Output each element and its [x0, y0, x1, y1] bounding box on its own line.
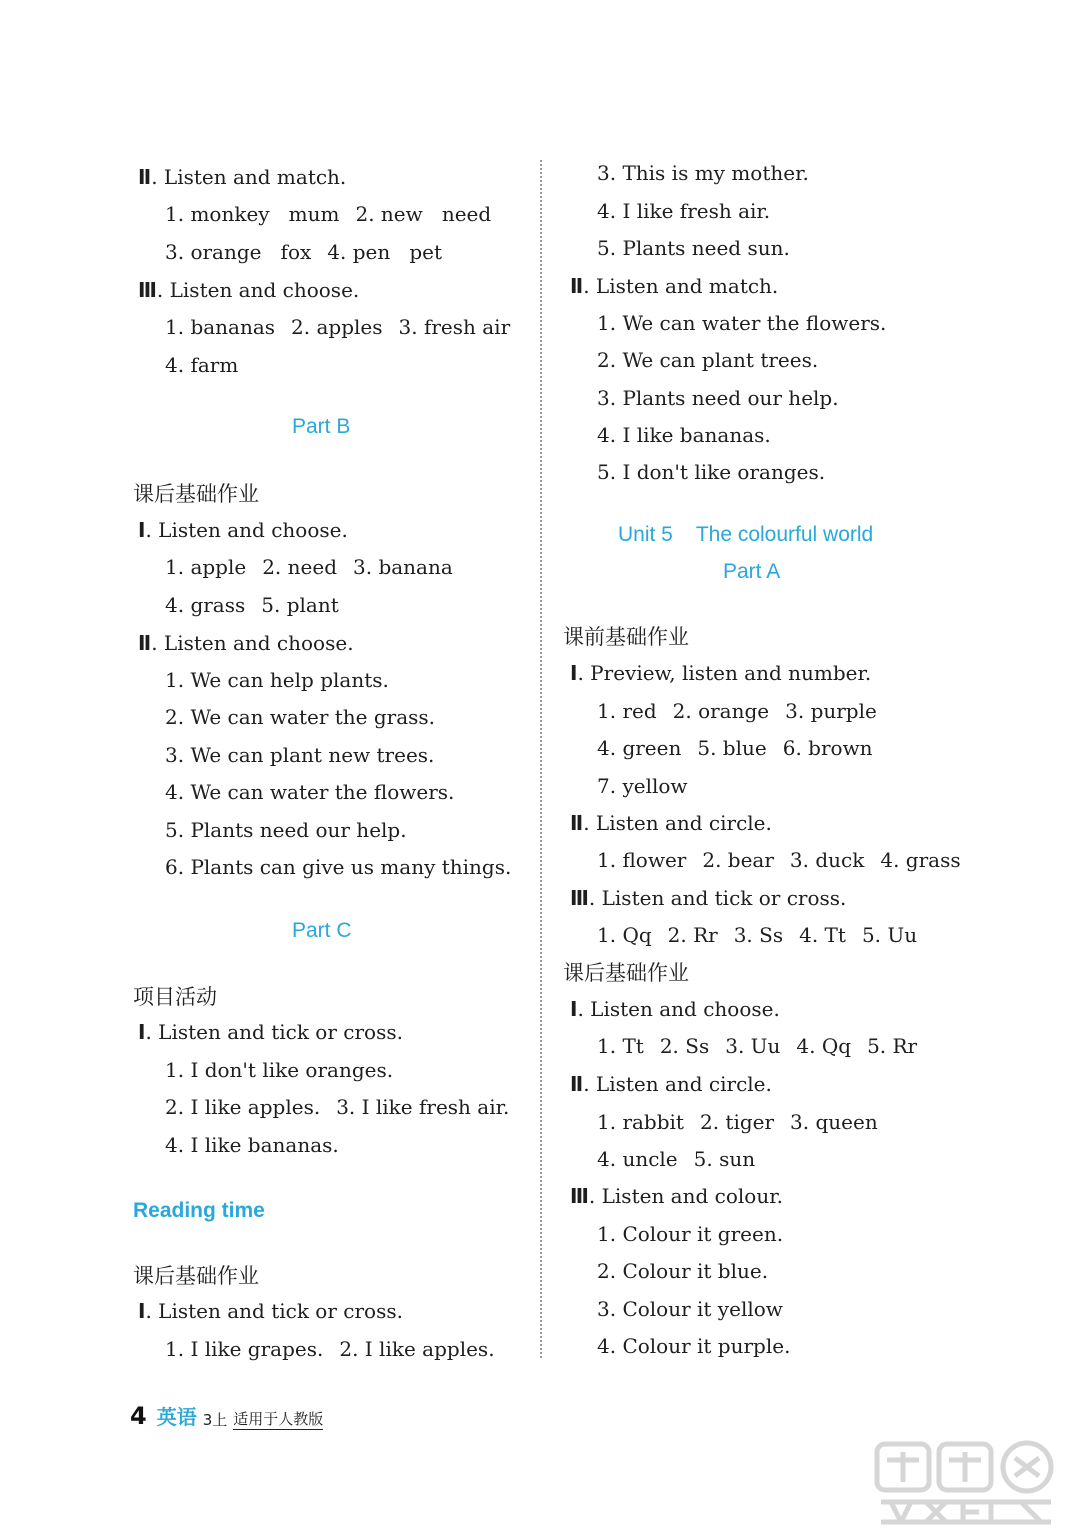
answer-item: 2. tiger — [699, 1110, 775, 1134]
answer-item: 5. plant — [261, 593, 339, 617]
answer-line — [165, 591, 339, 619]
answer-item: 4. Colour it purple. — [597, 1334, 791, 1358]
answer-item: 1. apple — [165, 555, 247, 579]
page-number: 4 — [130, 1402, 147, 1430]
exercise-heading: Ⅰ. Preview, listen and number. — [570, 661, 872, 685]
answer-line — [165, 200, 491, 228]
answer-item: 4. grass — [165, 593, 246, 617]
answer-line — [165, 553, 453, 581]
section-heading: 课后基础作业 — [133, 1264, 259, 1288]
exercise-heading: Ⅱ. Listen and match. — [570, 274, 779, 298]
answer-item: 3. purple — [785, 699, 877, 723]
exercise-instruction: Listen and circle. — [595, 811, 772, 835]
answer-item: 2. Rr — [667, 923, 718, 947]
answer-line — [165, 666, 389, 694]
answer-item: 1. bananas — [165, 315, 276, 339]
answer-item: 1. We can help plants. — [165, 668, 389, 692]
section-heading: 课后基础作业 — [133, 482, 259, 506]
exercise-heading: Ⅰ. Listen and tick or cross. — [138, 1299, 403, 1323]
answer-item: 1. red — [597, 699, 657, 723]
answer-item: 3. I like fresh air. — [336, 1095, 510, 1119]
exercise-instruction: Listen and circle. — [595, 1072, 772, 1096]
answer-item: 4. Qq — [796, 1034, 852, 1058]
answer-item: 3. orange fox — [165, 240, 312, 264]
answer-item: 5. Plants need sun. — [597, 236, 790, 260]
exercise-heading: Ⅲ. Listen and tick or cross. — [570, 886, 847, 910]
answer-item: 4. I like bananas. — [597, 423, 771, 447]
section-heading: 课后基础作业 — [563, 961, 689, 985]
answer-item: 6. brown — [782, 736, 873, 760]
answer-item: 5. Plants need our help. — [165, 818, 407, 842]
exercise-instruction: Listen and choose. — [590, 997, 780, 1021]
answer-item: 3. fresh air — [398, 315, 511, 339]
answer-line — [165, 1056, 393, 1084]
answer-item: 4. pen pet — [327, 240, 442, 264]
answer-item: 2. need — [262, 555, 337, 579]
answer-item: 3. Uu — [725, 1034, 781, 1058]
exercise-instruction: Listen and match. — [163, 165, 347, 189]
reading-time-heading: Reading time — [133, 1199, 265, 1222]
exercise-instruction: Listen and tick or cross. — [601, 886, 847, 910]
exercise-instruction: Listen and tick or cross. — [158, 1020, 403, 1044]
section-heading: 课前基础作业 — [563, 625, 689, 649]
part-heading: Part A — [723, 560, 781, 583]
answer-item: 3. This is my mother. — [597, 161, 809, 185]
answer-line — [597, 697, 877, 725]
exercise-instruction: Listen and choose. — [169, 278, 360, 302]
answer-line — [597, 1257, 768, 1285]
answer-line — [165, 853, 511, 881]
answer-item: 2. I like apples. — [165, 1095, 321, 1119]
answer-item: 1. We can water the flowers. — [597, 311, 887, 335]
answer-item: 3. duck — [789, 848, 865, 872]
roman-numeral: Ⅱ — [570, 811, 584, 835]
part-heading: Part B — [292, 415, 351, 438]
answer-item: 3. Ss — [733, 923, 784, 947]
watermark-logo-icon — [871, 1438, 1061, 1530]
answer-line — [597, 421, 771, 449]
exercise-heading: Ⅲ. Listen and colour. — [570, 1184, 783, 1208]
exercise-instruction: Listen and match. — [595, 274, 779, 298]
answer-item: 2. Ss — [659, 1034, 710, 1058]
roman-numeral: Ⅰ — [138, 1299, 146, 1323]
answer-line — [597, 1108, 878, 1136]
exercise-instruction: Listen and colour. — [601, 1184, 783, 1208]
exercise-instruction: Preview, listen and number. — [590, 661, 872, 685]
answer-line — [597, 1295, 783, 1323]
answer-item: 4. I like bananas. — [165, 1133, 339, 1157]
subject-label: 英语 — [156, 1405, 197, 1429]
section-heading: 项目活动 — [133, 985, 217, 1009]
answer-item: 2. orange — [672, 699, 770, 723]
answer-line — [165, 351, 238, 379]
answer-item: 3. Colour it yellow — [597, 1297, 783, 1321]
answer-item: 2. We can plant trees. — [597, 348, 819, 372]
answer-item: 2. We can water the grass. — [165, 705, 436, 729]
part-heading: Unit 5 The colourful world — [618, 523, 874, 546]
answer-item: 1. monkey mum — [165, 202, 340, 226]
answer-item: 1. Tt — [597, 1034, 644, 1058]
part-heading: Part C — [292, 919, 352, 942]
answer-item: 4. We can water the flowers. — [165, 780, 455, 804]
answer-item: 4. I like fresh air. — [597, 199, 771, 223]
exercise-heading: Ⅰ. Listen and choose. — [570, 997, 780, 1021]
answer-line — [597, 846, 961, 874]
answer-line — [165, 238, 442, 266]
answer-item: 4. Tt — [799, 923, 846, 947]
answer-line — [597, 1145, 755, 1173]
answer-line — [597, 234, 790, 262]
exercise-instruction: Listen and choose. — [163, 631, 354, 655]
answer-item: 1. Colour it green. — [597, 1222, 784, 1246]
answer-item: 4. farm — [165, 353, 239, 377]
answer-item: 1. I don't like oranges. — [165, 1058, 394, 1082]
exercise-heading: Ⅱ. Listen and match. — [138, 165, 347, 189]
answer-item: 5. sun — [693, 1147, 756, 1171]
exercise-heading: Ⅱ. Listen and circle. — [570, 1072, 772, 1096]
answer-item: 1. I like grapes. — [165, 1337, 324, 1361]
exercise-heading: Ⅲ. Listen and choose. — [138, 278, 360, 302]
answer-line — [597, 384, 839, 412]
answer-item: 2. new need — [355, 202, 492, 226]
roman-numeral: Ⅱ — [138, 165, 152, 189]
answer-line — [597, 1220, 783, 1248]
answer-item: 4. green — [597, 736, 682, 760]
answer-line — [597, 159, 809, 187]
exercise-instruction: Listen and choose. — [158, 518, 348, 542]
edition-label: 适用于人教版 — [233, 1410, 324, 1428]
answer-line — [597, 309, 886, 337]
answer-item: 1. Qq — [597, 923, 652, 947]
answer-line — [597, 1032, 917, 1060]
roman-numeral: Ⅰ — [570, 997, 578, 1021]
answer-line — [597, 734, 873, 762]
answer-line — [597, 458, 825, 486]
answer-item: 3. Plants need our help. — [597, 386, 839, 410]
answer-line — [165, 1131, 339, 1159]
answer-item: 4. uncle — [597, 1147, 678, 1171]
answer-line — [597, 197, 770, 225]
exercise-heading: Ⅰ. Listen and choose. — [138, 518, 348, 542]
roman-numeral: Ⅰ — [138, 518, 146, 542]
answer-line — [597, 346, 818, 374]
answer-line — [165, 816, 407, 844]
answer-item: 1. rabbit — [597, 1110, 684, 1134]
answer-item: 1. flower — [597, 848, 687, 872]
answer-item: 2. bear — [702, 848, 774, 872]
roman-numeral: Ⅲ — [138, 278, 157, 302]
answer-line — [597, 921, 917, 949]
roman-numeral: Ⅲ — [570, 886, 589, 910]
roman-numeral: Ⅱ — [570, 274, 584, 298]
answer-item: 4. grass — [880, 848, 961, 872]
roman-numeral: Ⅰ — [138, 1020, 146, 1044]
column-divider — [540, 160, 542, 1358]
answer-item: 3. We can plant new trees. — [165, 743, 435, 767]
answer-line — [597, 772, 688, 800]
answer-item: 5. blue — [697, 736, 767, 760]
answer-item: 3. queen — [790, 1110, 878, 1134]
roman-numeral: Ⅲ — [570, 1184, 589, 1208]
exercise-instruction: Listen and tick or cross. — [158, 1299, 403, 1323]
answer-item: 2. Colour it blue. — [597, 1259, 769, 1283]
exercise-heading: Ⅰ. Listen and tick or cross. — [138, 1020, 403, 1044]
grade-label: 3上 — [202, 1411, 228, 1429]
answer-item: 5. I don't like oranges. — [597, 460, 826, 484]
answer-item: 6. Plants can give us many things. — [165, 855, 512, 879]
answer-line — [165, 313, 510, 341]
page-footer — [130, 1398, 323, 1430]
answer-item: 7. yellow — [597, 774, 688, 798]
roman-numeral: Ⅱ — [570, 1072, 584, 1096]
answer-item: 3. banana — [353, 555, 453, 579]
answer-line — [165, 1335, 495, 1363]
roman-numeral: Ⅱ — [138, 631, 152, 655]
answer-item: 2. I like apples. — [339, 1337, 495, 1361]
answer-item: 5. Rr — [867, 1034, 918, 1058]
roman-numeral: Ⅰ — [570, 661, 578, 685]
answer-item: 2. apples — [291, 315, 383, 339]
answer-line — [597, 1332, 790, 1360]
answer-line — [165, 741, 434, 769]
exercise-heading: Ⅱ. Listen and choose. — [138, 631, 354, 655]
answer-line — [165, 703, 435, 731]
answer-line — [165, 1093, 509, 1121]
exercise-heading: Ⅱ. Listen and circle. — [570, 811, 772, 835]
answer-item: 5. Uu — [861, 923, 918, 947]
answer-line — [165, 778, 454, 806]
